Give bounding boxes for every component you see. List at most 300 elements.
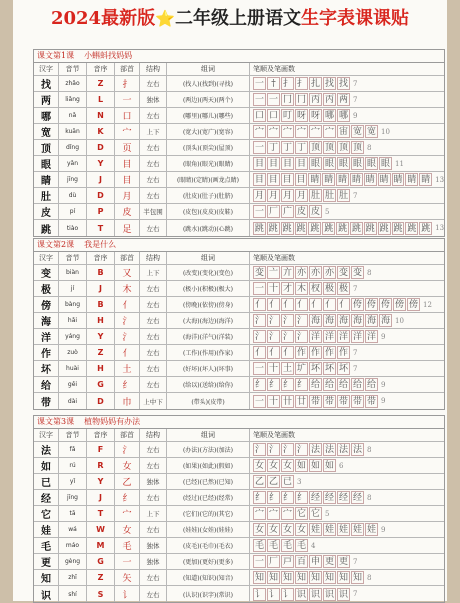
stroke-box: 纟 xyxy=(268,380,278,390)
header-pinyin: 音节 xyxy=(59,429,87,441)
stroke-box: 眼 xyxy=(324,159,334,169)
header-structure: 结构 xyxy=(140,252,167,264)
stroke-box: 戸 xyxy=(282,557,292,567)
stroke-box: 亻 xyxy=(268,300,278,310)
words-cell: (顶头)(顶尖)(屋顶) xyxy=(167,140,250,155)
stroke-box: 知 xyxy=(324,573,334,583)
stroke-box: 一 xyxy=(254,79,264,89)
stroke-box: 丁 xyxy=(268,143,278,153)
table-row xyxy=(34,345,444,361)
stroke-order-cell xyxy=(250,458,444,473)
structure-cell: 左右 xyxy=(140,377,167,392)
char-cell: 它 xyxy=(34,506,59,521)
table-row xyxy=(34,490,444,506)
stroke-box: 两 xyxy=(338,95,348,105)
stroke-count: 9 xyxy=(381,380,386,389)
stroke-box: 纟 xyxy=(282,493,292,503)
char-cell: 带 xyxy=(34,393,59,409)
stroke-box: 口 xyxy=(268,111,278,121)
pinyin-cell: gèng xyxy=(59,554,87,569)
words-cell: (傍晚)(依傍)(傍身) xyxy=(167,297,250,312)
words-cell: (娃娃)(女娃)(娃娃) xyxy=(167,522,250,537)
table-row xyxy=(34,570,444,586)
table-row xyxy=(34,140,444,156)
stroke-box: 丙 xyxy=(324,95,334,105)
stroke-box: 跳 xyxy=(268,223,278,234)
header-strokes: 笔顺及笔画数 xyxy=(253,65,295,73)
words-cell: (工作)(作用)(作家) xyxy=(167,345,250,360)
table-row xyxy=(34,188,444,204)
stroke-box: 乙 xyxy=(268,477,278,487)
order-cell: N xyxy=(87,108,115,123)
pinyin-cell: tiào xyxy=(59,220,87,236)
words-cell: (海洋)(洋气)(洋装) xyxy=(167,329,250,344)
stroke-box: 睛 xyxy=(365,175,375,185)
stroke-box: 宀 xyxy=(268,509,278,519)
header-order: 音序 xyxy=(87,252,115,264)
order-cell: R xyxy=(87,458,115,473)
order-cell: Z xyxy=(87,76,115,91)
stroke-box: 广 xyxy=(282,207,292,217)
stroke-box: 亦 xyxy=(296,268,306,278)
stroke-box: 睛 xyxy=(393,175,403,185)
stroke-order-cell xyxy=(250,156,444,171)
header-order: 音序 xyxy=(87,429,115,441)
stroke-box: 宀 xyxy=(324,127,334,137)
words-cell: (肚皮)(肚子)(肚脐) xyxy=(167,188,250,203)
stroke-count: 7 xyxy=(353,191,358,200)
stroke-box: 亻 xyxy=(338,300,348,310)
words-cell: (认识)(识字)(常识) xyxy=(167,586,250,602)
stroke-box: 氵 xyxy=(268,332,278,342)
stroke-box: 睛 xyxy=(324,175,334,185)
structure-cell: 左右 xyxy=(140,442,167,457)
stroke-order-cell xyxy=(250,220,444,236)
stroke-box: 跳 xyxy=(379,223,389,234)
stroke-box: 知 xyxy=(254,573,264,583)
stroke-box: 纟 xyxy=(296,493,306,503)
stroke-box: 十 xyxy=(268,284,278,294)
stroke-box: 洋 xyxy=(338,332,348,342)
stroke-box: 知 xyxy=(338,573,348,583)
structure-cell: 独体 xyxy=(140,474,167,489)
stroke-box: 女 xyxy=(296,525,306,535)
stroke-box: 亻 xyxy=(254,348,264,358)
stroke-box: 法 xyxy=(324,445,334,455)
pinyin-cell: yǎn xyxy=(59,156,87,171)
pinyin-cell: biàn xyxy=(59,265,87,280)
char-cell: 如 xyxy=(34,458,59,473)
stroke-box: 洋 xyxy=(324,332,334,342)
radical-cell: 矢 xyxy=(115,570,140,585)
stroke-order-cell xyxy=(250,172,444,187)
lesson-section xyxy=(33,49,445,237)
pinyin-cell: gěi xyxy=(59,377,87,392)
structure-cell: 左右 xyxy=(140,345,167,360)
structure-cell: 左右 xyxy=(140,156,167,171)
stroke-box: 经 xyxy=(310,493,320,503)
stroke-order-cell xyxy=(250,570,444,585)
stroke-box: 洋 xyxy=(352,332,362,342)
header-strokes: 笔顺及笔画数 xyxy=(253,431,295,439)
stroke-box: 丙 xyxy=(310,95,320,105)
table-row xyxy=(34,554,444,570)
stroke-box: 乙 xyxy=(254,477,264,487)
radical-cell: 女 xyxy=(115,458,140,473)
stroke-box: 睛 xyxy=(379,175,389,185)
stroke-box: 亻 xyxy=(296,300,306,310)
radical-cell: 土 xyxy=(115,361,140,376)
stroke-box: 女 xyxy=(268,461,278,471)
stroke-box: 带 xyxy=(310,396,320,407)
order-cell: H xyxy=(87,313,115,328)
stroke-box: 睛 xyxy=(407,175,417,185)
stroke-box: 眼 xyxy=(380,159,390,169)
stroke-order-cell xyxy=(250,265,444,280)
stroke-count: 10 xyxy=(395,316,404,325)
order-cell: Z xyxy=(87,570,115,585)
stroke-box: 带 xyxy=(366,396,376,407)
stroke-count: 7 xyxy=(353,557,358,566)
header-pinyin: 音节 xyxy=(59,252,87,264)
stroke-box: 月 xyxy=(254,191,264,201)
stroke-box: 呀 xyxy=(310,111,320,121)
stroke-box: 跳 xyxy=(296,223,306,234)
stroke-box: 扎 xyxy=(310,79,320,89)
stroke-box: 才 xyxy=(282,284,292,294)
words-cell: (改变)(变化)(变色) xyxy=(167,265,250,280)
words-cell: (如果)(如此)(假如) xyxy=(167,458,250,473)
stroke-box: 作 xyxy=(310,348,320,358)
structure-cell: 左右 xyxy=(140,172,167,187)
stroke-box: 跳 xyxy=(324,223,334,234)
pinyin-cell: liǎng xyxy=(59,92,87,107)
table-row xyxy=(34,76,444,92)
table-row xyxy=(34,297,444,313)
header-radical: 部首 xyxy=(115,429,140,441)
stroke-box: 一 xyxy=(254,207,264,217)
order-cell: J xyxy=(87,490,115,505)
char-cell: 傍 xyxy=(34,297,59,312)
stroke-count: 7 xyxy=(353,79,358,88)
stroke-box: 纟 xyxy=(254,493,264,503)
stroke-box: 变 xyxy=(254,268,264,278)
stroke-box: 坏 xyxy=(324,364,334,374)
stroke-box: 侉 xyxy=(380,300,390,310)
stroke-box: 一 xyxy=(254,557,264,567)
pinyin-cell: bàng xyxy=(59,297,87,312)
stroke-box: 带 xyxy=(338,396,348,407)
stroke-box: 宀 xyxy=(254,509,264,519)
stroke-box: 廿 xyxy=(296,396,306,407)
stroke-box: 月 xyxy=(296,191,306,201)
pinyin-cell: jīng xyxy=(59,172,87,187)
lesson-section xyxy=(33,238,445,410)
stroke-box: 月 xyxy=(282,191,292,201)
stroke-box: 给 xyxy=(338,380,348,390)
radical-cell: 木 xyxy=(115,281,140,296)
stroke-box: 带 xyxy=(352,396,362,407)
stroke-box: 娃 xyxy=(324,525,334,535)
stroke-box: 宽 xyxy=(352,127,362,137)
stroke-count: 13 xyxy=(435,224,444,232)
words-cell: (眼角)(眼光)(眼睛) xyxy=(167,156,250,171)
table-row xyxy=(34,442,444,458)
order-cell: D xyxy=(87,188,115,203)
header-order: 音序 xyxy=(87,63,115,75)
radical-cell: 亻 xyxy=(115,297,140,312)
order-cell: K xyxy=(87,124,115,139)
char-cell: 知 xyxy=(34,570,59,585)
words-cell: (哪里)(哪儿)(哪些) xyxy=(167,108,250,123)
stroke-box: 如 xyxy=(310,461,320,471)
title-year: 2024 xyxy=(50,8,102,29)
structure-cell: 左右 xyxy=(140,586,167,602)
header-radical: 部首 xyxy=(115,252,140,264)
structure-cell: 上下 xyxy=(140,124,167,139)
stroke-box: 跳 xyxy=(421,223,431,234)
words-cell: (皮毛)(毛巾)(毛衣) xyxy=(167,538,250,553)
order-cell: H xyxy=(87,361,115,376)
pinyin-cell: rú xyxy=(59,458,87,473)
stroke-box: 宀 xyxy=(268,127,278,137)
stroke-order-cell xyxy=(250,281,444,296)
stroke-box: 跳 xyxy=(351,223,361,234)
stroke-box: 肚 xyxy=(324,191,334,201)
stroke-count: 8 xyxy=(367,573,372,582)
stroke-box: 女 xyxy=(254,525,264,535)
pinyin-cell: nǎ xyxy=(59,108,87,123)
radical-cell: 纟 xyxy=(115,490,140,505)
stroke-box: 经 xyxy=(338,493,348,503)
stroke-box: 给 xyxy=(352,380,362,390)
stroke-count: 7 xyxy=(353,95,358,104)
stroke-box: 一 xyxy=(254,364,264,374)
stroke-box: 扌 xyxy=(296,79,306,89)
stroke-order-cell xyxy=(250,393,444,409)
char-cell: 更 xyxy=(34,554,59,569)
stroke-count: 9 xyxy=(381,397,386,405)
stroke-order-cell xyxy=(250,554,444,569)
radical-cell: 目 xyxy=(115,156,140,171)
table-row xyxy=(34,474,444,490)
stroke-box: 一 xyxy=(254,396,264,407)
stroke-box: 跳 xyxy=(254,223,264,234)
stroke-box: 冂 xyxy=(296,95,306,105)
stroke-box: 极 xyxy=(338,284,348,294)
stroke-box: 海 xyxy=(338,316,348,326)
table-row xyxy=(34,172,444,188)
header-structure: 结构 xyxy=(140,429,167,441)
stroke-box: 它 xyxy=(310,509,320,519)
words-cell: (知道)(知识)(知音) xyxy=(167,570,250,585)
table-row xyxy=(34,108,444,124)
pinyin-cell: dài xyxy=(59,393,87,409)
radical-cell: 扌 xyxy=(115,76,140,91)
stroke-order-cell xyxy=(250,108,444,123)
header-strokes: 笔顺及笔画数 xyxy=(253,254,295,262)
stroke-box: 皮 xyxy=(296,207,306,217)
lesson-title: 我是什么 xyxy=(84,240,117,249)
char-cell: 娃 xyxy=(34,522,59,537)
stroke-box: 更 xyxy=(338,557,348,567)
table-row xyxy=(34,156,444,172)
stroke-box: 呀 xyxy=(296,111,306,121)
radical-cell: 宀 xyxy=(115,124,140,139)
words-cell: (给以)(送给)(给你) xyxy=(167,377,250,392)
radical-cell: 女 xyxy=(115,522,140,537)
stroke-box: 目 xyxy=(282,159,292,169)
pinyin-cell: kuān xyxy=(59,124,87,139)
stroke-box: 氵 xyxy=(254,332,264,342)
pinyin-cell: pí xyxy=(59,204,87,219)
stroke-box: 目 xyxy=(268,175,278,185)
stroke-box: 女 xyxy=(282,461,292,471)
char-cell: 睛 xyxy=(34,172,59,187)
stroke-box: 娃 xyxy=(310,525,320,535)
header-pinyin: 音节 xyxy=(59,63,87,75)
stroke-order-cell xyxy=(250,474,444,489)
stroke-box: 眼 xyxy=(310,159,320,169)
order-cell: B xyxy=(87,265,115,280)
stroke-count: 8 xyxy=(367,445,372,454)
stroke-box: 肚 xyxy=(338,191,348,201)
stroke-order-cell xyxy=(250,329,444,344)
stroke-box: 跳 xyxy=(338,223,348,234)
stroke-box: 叮 xyxy=(282,111,292,121)
structure-cell: 左右 xyxy=(140,188,167,203)
stroke-box: 睛 xyxy=(351,175,361,185)
stroke-box: 洋 xyxy=(310,332,320,342)
header-char: 汉字 xyxy=(34,429,59,441)
stroke-box: 卄 xyxy=(282,396,292,407)
stroke-box: 宀 xyxy=(254,127,264,137)
order-cell: S xyxy=(87,586,115,602)
char-cell: 肚 xyxy=(34,188,59,203)
stroke-box: 宙 xyxy=(338,127,348,137)
title-grade: 二年级上册语文 xyxy=(175,8,302,29)
radical-cell: 氵 xyxy=(115,442,140,457)
stroke-box: 口 xyxy=(254,111,264,121)
pinyin-cell: yǐ xyxy=(59,474,87,489)
stroke-box: 厂 xyxy=(268,557,278,567)
lesson-title: 小蝌蚪找妈妈 xyxy=(84,51,133,60)
stroke-box: 跳 xyxy=(282,223,292,234)
structure-cell: 左右 xyxy=(140,313,167,328)
stroke-box: 申 xyxy=(310,557,320,567)
stroke-box: 跳 xyxy=(310,223,320,234)
table-row xyxy=(34,506,444,522)
stroke-box: 宀 xyxy=(310,127,320,137)
stroke-box: 睛 xyxy=(338,175,348,185)
stroke-box: 皮 xyxy=(310,207,320,217)
stroke-box: 顶 xyxy=(352,143,362,153)
order-cell: B xyxy=(87,297,115,312)
stroke-box: 氵 xyxy=(282,332,292,342)
stroke-box: 十 xyxy=(268,396,278,407)
stroke-box: 木 xyxy=(296,284,306,294)
stroke-box: 纟 xyxy=(254,380,264,390)
stroke-box: 目 xyxy=(296,159,306,169)
table-header-row xyxy=(34,63,444,76)
stroke-box: 娃 xyxy=(366,525,376,535)
stroke-box: 法 xyxy=(352,445,362,455)
radical-cell: 毛 xyxy=(115,538,140,553)
radical-cell: 月 xyxy=(115,188,140,203)
order-cell: Y xyxy=(87,474,115,489)
table-row xyxy=(34,522,444,538)
header-structure: 结构 xyxy=(140,63,167,75)
order-cell: T xyxy=(87,220,115,236)
table-header-row xyxy=(34,252,444,265)
stroke-box: 圹 xyxy=(296,364,306,374)
stroke-box: 给 xyxy=(324,380,334,390)
stroke-box: 傍 xyxy=(394,300,404,310)
stroke-box: 它 xyxy=(296,509,306,519)
stroke-box: 扌 xyxy=(282,79,292,89)
stroke-box: 目 xyxy=(296,175,306,185)
stroke-box: 法 xyxy=(310,445,320,455)
stroke-box: 跳 xyxy=(393,223,403,234)
pinyin-cell: máo xyxy=(59,538,87,553)
radical-cell: 一 xyxy=(115,92,140,107)
table-row xyxy=(34,313,444,329)
table-row xyxy=(34,281,444,297)
stroke-box: 纟 xyxy=(268,493,278,503)
stroke-box: 极 xyxy=(324,284,334,294)
words-cell: (已经)(已然)(已知) xyxy=(167,474,250,489)
header-radical: 部首 xyxy=(115,63,140,75)
header-words: 组词 xyxy=(167,63,250,75)
stroke-box: 知 xyxy=(352,573,362,583)
stroke-box: 一 xyxy=(254,95,264,105)
radical-cell: 足 xyxy=(115,220,140,236)
stroke-box: 知 xyxy=(268,573,278,583)
radical-cell: 纟 xyxy=(115,377,140,392)
stroke-box: 女 xyxy=(268,525,278,535)
words-cell: (两边)(两天)(两个) xyxy=(167,92,250,107)
stroke-box: 知 xyxy=(310,573,320,583)
title-subject: 生字表课课贴 xyxy=(301,8,410,29)
table-row xyxy=(34,92,444,108)
table-row xyxy=(34,377,444,393)
radical-cell: 皮 xyxy=(115,204,140,219)
stroke-box: 知 xyxy=(296,573,306,583)
stroke-box: 傍 xyxy=(408,300,418,310)
radical-cell: 亻 xyxy=(115,345,140,360)
words-cell: (好坏)(坏人)(坏事) xyxy=(167,361,250,376)
table-row xyxy=(34,361,444,377)
lesson-heading xyxy=(34,239,444,252)
lesson-heading xyxy=(34,416,444,429)
stroke-count: 5 xyxy=(325,509,330,518)
header-words: 组词 xyxy=(167,429,250,441)
stroke-count: 9 xyxy=(353,111,358,120)
stroke-box: 如 xyxy=(324,461,334,471)
stroke-box: 氵 xyxy=(254,445,264,455)
stroke-box: 给 xyxy=(310,380,320,390)
char-cell: 法 xyxy=(34,442,59,457)
stroke-order-cell xyxy=(250,76,444,91)
order-cell: Z xyxy=(87,345,115,360)
char-cell: 两 xyxy=(34,92,59,107)
char-cell: 海 xyxy=(34,313,59,328)
stroke-box: 宀 xyxy=(282,509,292,519)
page-title xyxy=(13,2,447,36)
stroke-count: 9 xyxy=(381,525,386,534)
structure-cell: 左右 xyxy=(140,220,167,236)
table-row xyxy=(34,538,444,554)
